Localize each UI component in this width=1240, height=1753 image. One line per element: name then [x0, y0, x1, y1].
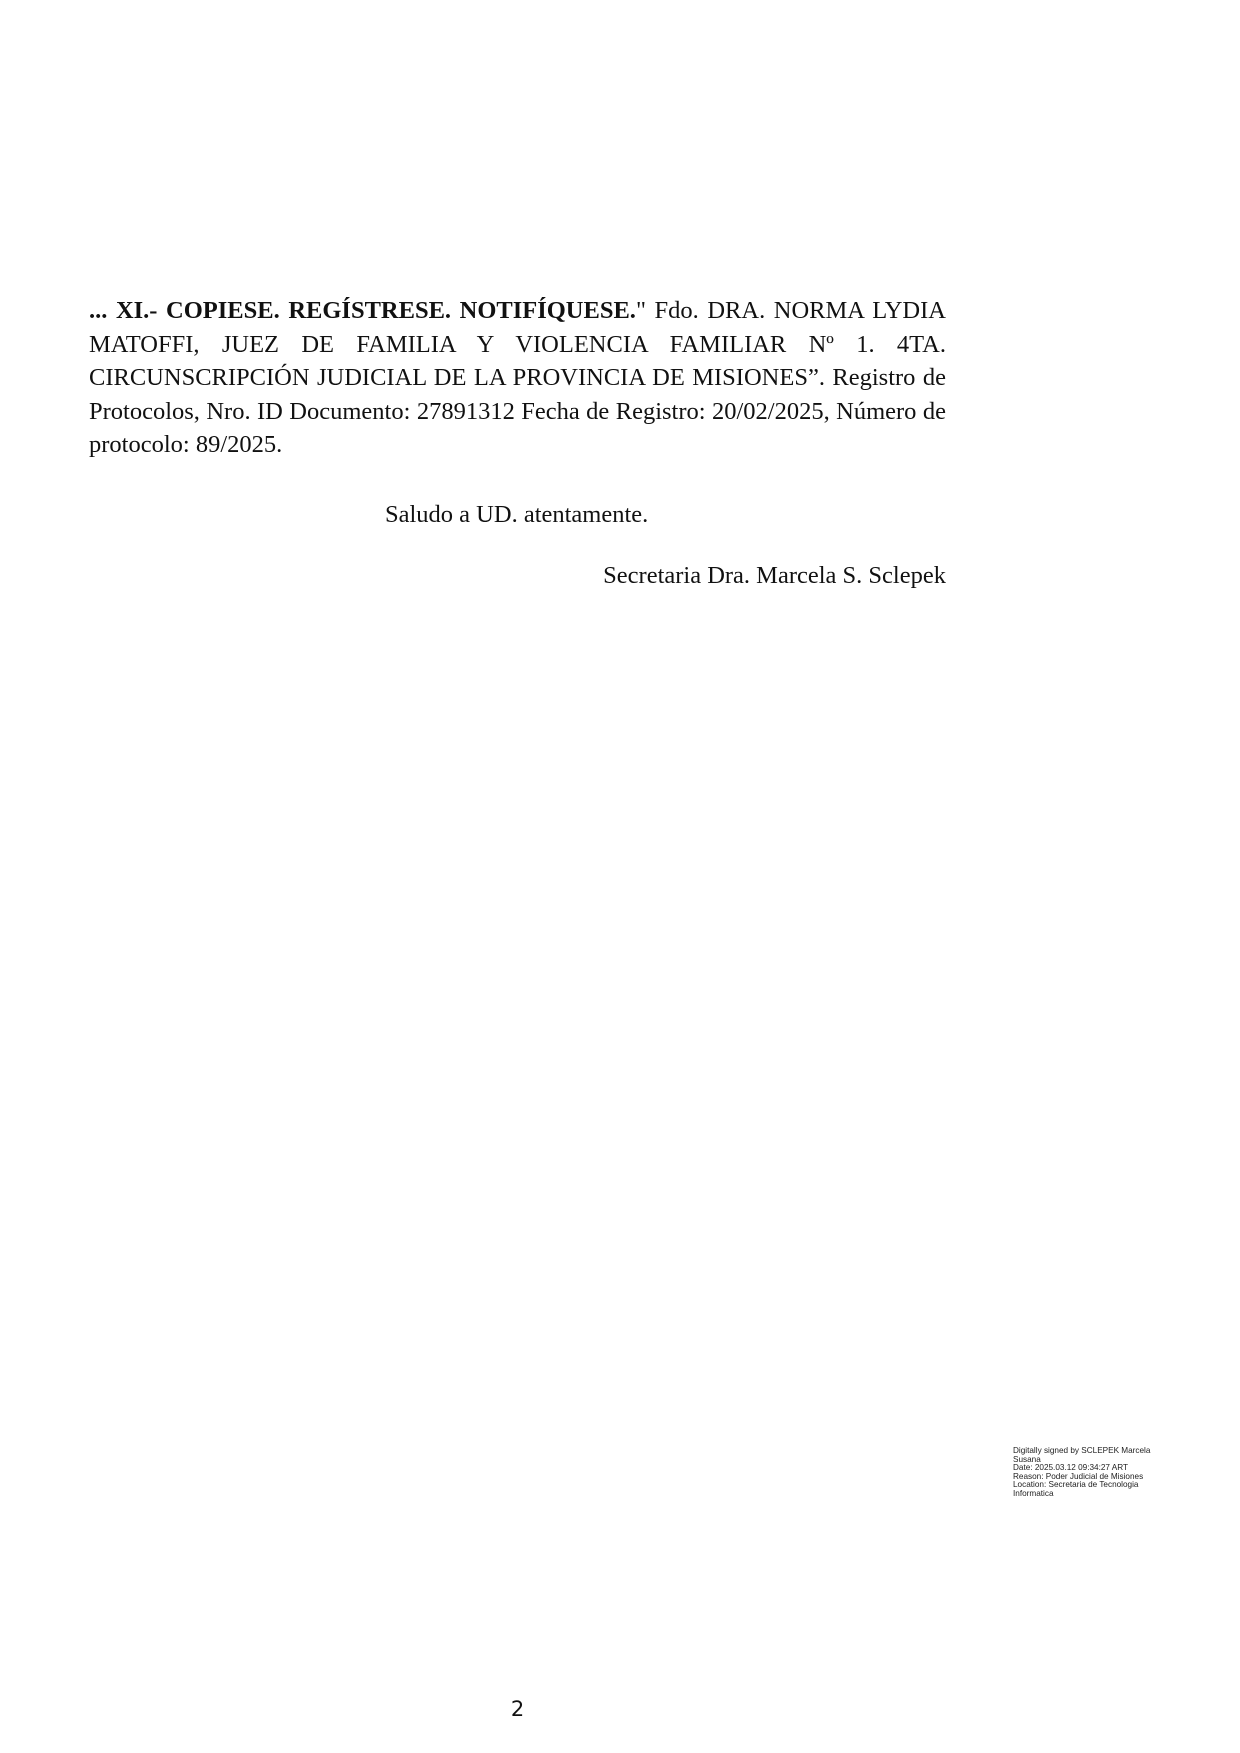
body-paragraph-text: " Fdo. DRA. NORMA LYDIA MATOFFI, JUEZ DE FAMILIA Y VIOLENCIA FAMILIAR Nº 1. 4TA. CIRCUNSCRIPCIÓN JUDICIAL DE LA PROVINCIA DE MISIONES”. Registro de Protocolos, Nro. ID Documento: 27891312 Fecha de Registro: 20/02/2025, Número de protocolo: 89/2025. — [89, 297, 946, 458]
resolution-heading: ... XI.- COPIESE. REGÍSTRESE. NOTIFÍQUESE. — [89, 297, 636, 324]
signature-date: Date: 2025.03.12 09:34:27 ART — [1013, 1463, 1129, 1473]
closing-greeting: Saludo a UD. atentamente. — [385, 501, 649, 528]
signature-location: Location: Secretaria de Tecnologia Informatica — [1013, 1480, 1139, 1498]
signature-reason: Reason: Poder Judicial de Misiones — [1013, 1471, 1144, 1481]
signatory-line: Secretaria Dra. Marcela S. Sclepek — [603, 562, 946, 589]
signature-signed-by: Digitally signed by SCLEPEK Marcela Susana — [1013, 1446, 1151, 1464]
page-number: 2 — [510, 1697, 525, 1721]
digital-signature-block — [1013, 1447, 1178, 1499]
body-paragraph — [89, 294, 946, 462]
